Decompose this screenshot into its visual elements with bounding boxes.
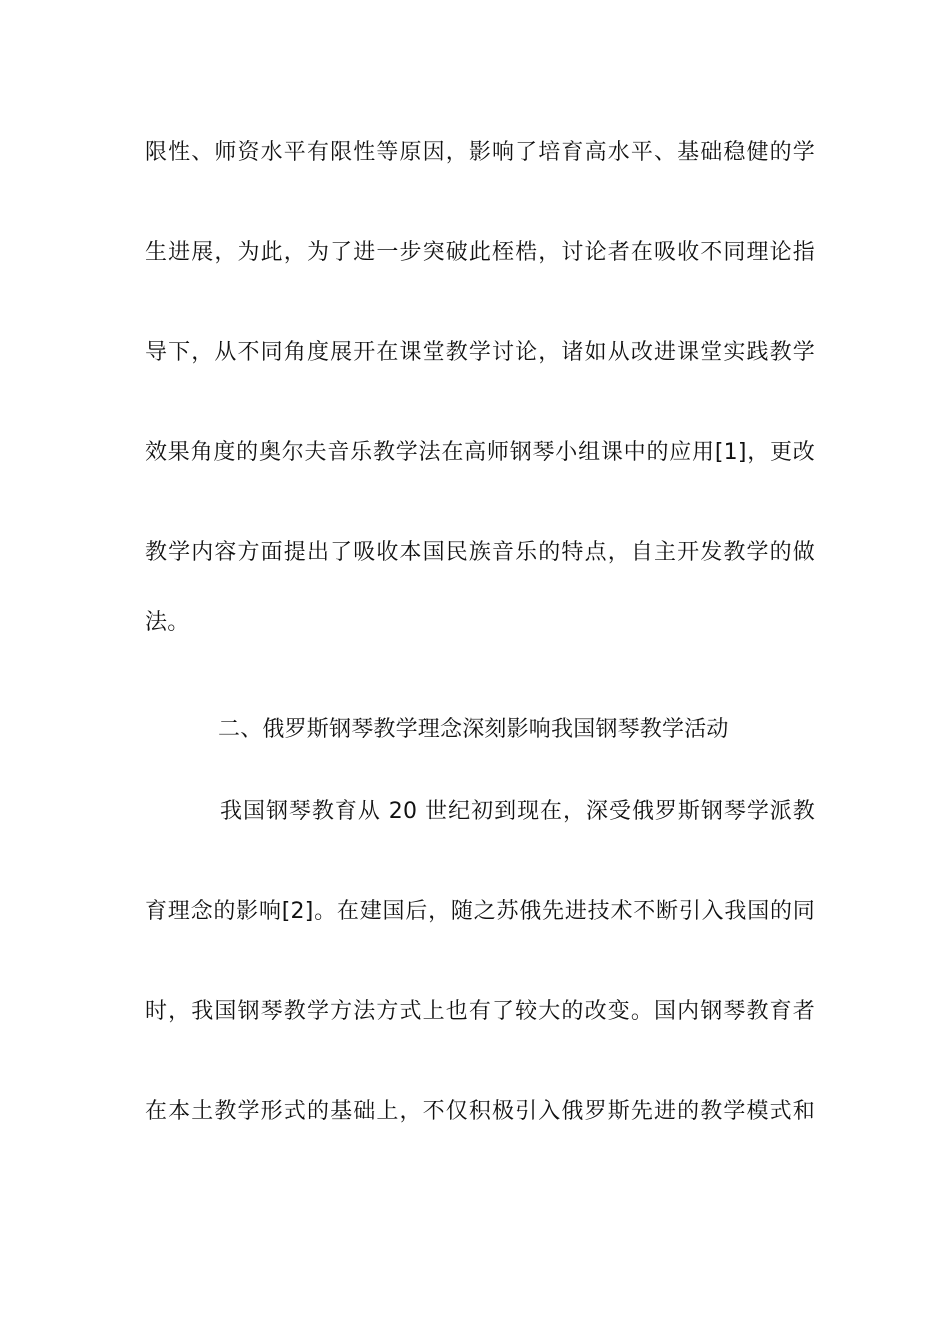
section-heading: 二、俄罗斯钢琴教学理念深刻影响我国钢琴教学活动 (218, 717, 729, 742)
paragraph-line: 生进展，为此，为了进一步突破此桎梏，讨论者在吸收不同理论指 (145, 240, 815, 265)
paragraph-line: 法。 (145, 610, 190, 635)
paragraph-line: 在本土教学形式的基础上，不仅积极引入俄罗斯先进的教学模式和 (145, 1099, 815, 1124)
paragraph-line: 教学内容方面提出了吸收本国民族音乐的特点，自主开发教学的做 (145, 540, 815, 565)
paragraph-line: 育理念的影响[2]。在建国后，随之苏俄先进技术不断引入我国的同 (145, 899, 815, 924)
paragraph-line: 时，我国钢琴教学方法方式上也有了较大的改变。国内钢琴教育者 (145, 999, 815, 1024)
paragraph-line: 导下，从不同角度展开在课堂教学讨论，诸如从改进课堂实践教学 (145, 340, 815, 365)
paragraph-line: 效果角度的奥尔夫音乐教学法在高师钢琴小组课中的应用[1]，更改 (145, 440, 815, 465)
paragraph-line: 我国钢琴教育从 20 世纪初到现在，深受俄罗斯钢琴学派教 (220, 799, 815, 824)
paragraph-line: 限性、师资水平有限性等原因，影响了培育高水平、基础稳健的学 (145, 140, 815, 165)
